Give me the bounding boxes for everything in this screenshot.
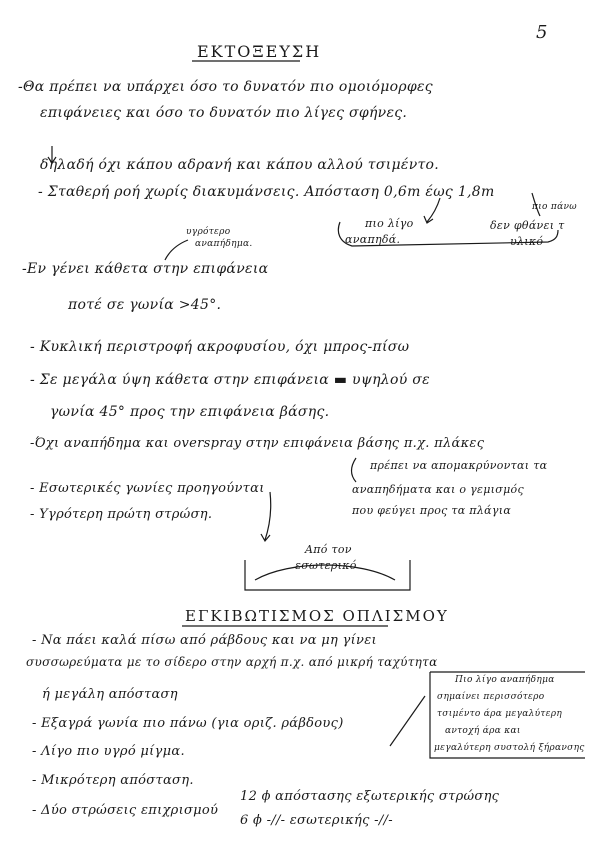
bracket-label-2: εσωτερικό (295, 559, 357, 572)
section2-line: - Εξαγρά γωνία πιο πάνω (για οριζ. ράβδους) (32, 716, 344, 731)
page-number: 5 (536, 22, 548, 43)
boxed-note-slash (390, 696, 425, 746)
note-plates-3: που φεύγει προς τα πλάγια (352, 504, 512, 517)
note-distance-right-1: πιο πάνω (532, 202, 577, 212)
section2-line: 6 ϕ -//- εσωτερικής -//- (240, 813, 393, 828)
section2-line: - Να πάει καλά πίσω από ράβδους και να μη γίνει (32, 633, 377, 648)
note-distance-right-2: δεν φθάνει τ (490, 219, 565, 232)
section1-line: επιφάνειες και όσο το δυνατόν πιο λίγες σφήνες. (40, 105, 408, 121)
boxed-note-4: αντοχή άρα και (445, 726, 521, 736)
section1-line: - Σταθερή ροή χωρίς διακυμάνσεις. Απόσταση 0,6m έως 1,8m (38, 184, 495, 200)
section1-line: - Εσωτερικές γωνίες προηγούνται (30, 481, 265, 496)
section1-line: - Υγρότερη πρώτη στρώση. (30, 507, 213, 522)
section2-line: - Μικρότερη απόσταση. (32, 773, 194, 788)
note-distance-left-1: πιο λίγο (365, 217, 414, 230)
boxed-note-3: τσιμέντο άρα μεγαλύτερη (437, 709, 563, 719)
section1-title: ΕΚΤΟΞΕΥΣΗ (197, 42, 322, 61)
section1-line: -Θα πρέπει να υπάρχει όσο το δυνατόν πιο ομοιόμορφες (18, 79, 433, 95)
section1-line: - Σε μεγάλα ύψη κάθετα στην επιφάνεια ▬ υψηλού σε (30, 372, 430, 388)
plates-note-bracket (352, 458, 357, 482)
boxed-note-1: Πιο λίγο αναπήδημα (455, 675, 555, 685)
section1-line: - Κυκλική περιστροφή ακροφυσίου, όχι μπρος-πίσω (30, 339, 410, 355)
section2-line: 12 ϕ απόστασης εξωτερικής στρώσης (240, 789, 500, 804)
section2-line: - Λίγο πιο υγρό μίγμα. (32, 744, 185, 759)
section1-line: γωνία 45° προς την επιφάνεια βάσης. (50, 404, 330, 420)
section2-line: συσσωρεύματα με το σίδερο στην αρχή π.χ. από μικρή ταχύτητα (26, 655, 438, 669)
note-plates-2: αναπηδήματα και ο γεμισμός (352, 483, 524, 496)
section1-line: -Όχι αναπήδημα και overspray στην επιφάνεια βάσης π.χ. πλάκες (30, 436, 485, 451)
section2-title: ΕΓΚΙΒΩΤΙΣΜΟΣ ΟΠΛΙΣΜΟΥ (185, 607, 449, 625)
bracket-label-1: Από τον (305, 543, 352, 556)
section2-line: ή μεγάλη απόσταση (42, 687, 178, 702)
note-perpendicular-1: υγρότερο (186, 227, 231, 237)
section1-line: ποτέ σε γωνία >45°. (68, 297, 222, 313)
section1-line: -Εν γένει κάθετα στην επιφάνεια (22, 261, 269, 277)
section2-line: - Δύο στρώσεις επιχρισμού (32, 803, 219, 818)
note-plates-1: πρέπει να απομακρύνονται τα (370, 459, 548, 472)
section1-line: δηλαδή όχι κάπου αδρανή και κάπου αλλού τσιμέντο. (40, 157, 440, 173)
boxed-note-5: μεγαλύτερη συστολή ξήρανσης (434, 743, 585, 753)
arrow-to-bracket (261, 492, 271, 541)
note-distance-left-2: αναπηδά. (345, 233, 401, 246)
perpendicular-arrow (165, 240, 188, 260)
distance-left-arrow (424, 198, 440, 223)
boxed-note-2: σημαίνει περισσότερο (437, 692, 545, 702)
note-distance-right-3: υλικό (510, 235, 544, 248)
note-perpendicular-2: αναπήδημα. (195, 239, 253, 249)
